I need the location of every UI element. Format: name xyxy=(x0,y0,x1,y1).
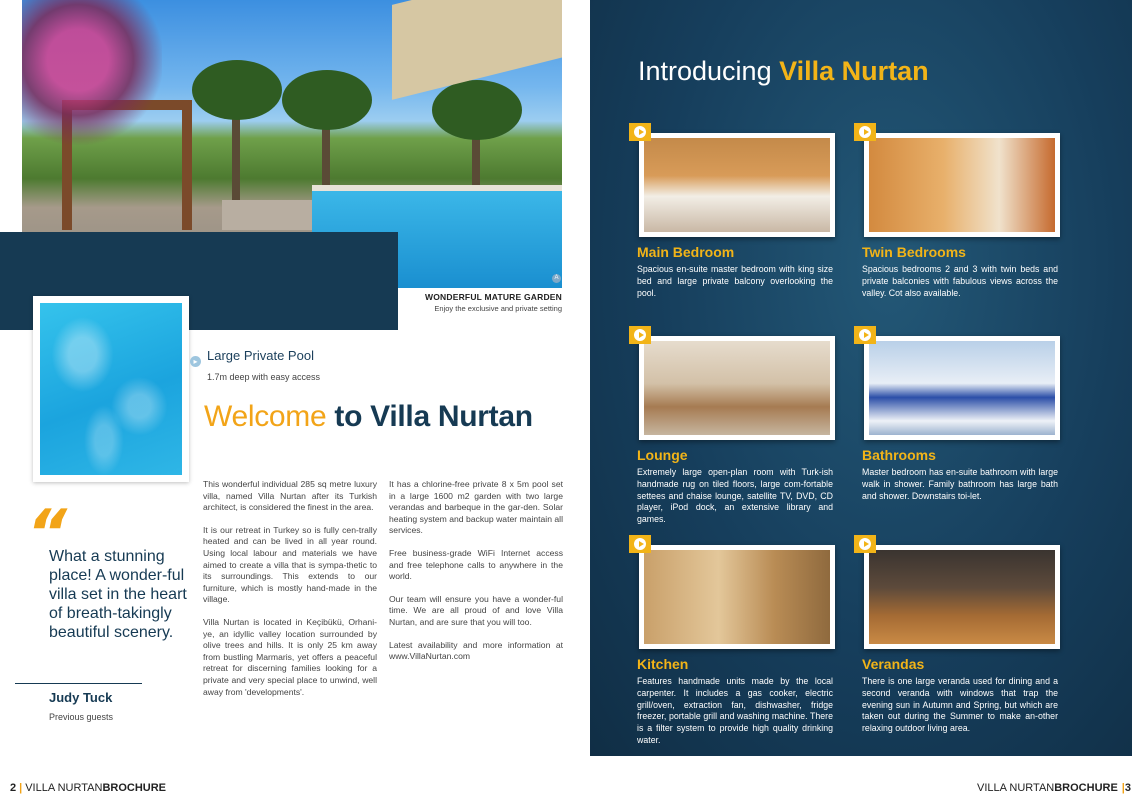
twin-bedrooms-photo xyxy=(864,133,1060,237)
lounge-photo xyxy=(639,336,835,440)
kitchen-photo xyxy=(639,545,835,649)
room-title: Twin Bedrooms xyxy=(862,244,966,260)
room-description: Master bedroom has en-suite bathroom with large walk in shower. Family bathroom has large bath and shower. Downstairs toi-let. xyxy=(862,467,1058,501)
bathrooms-photo xyxy=(864,336,1060,440)
paragraph: Villa Nurtan is located in Keçibükü, Orhani-ye, an idyllic valley location surrounded by olive trees and hills. It is only 25 km away from bustling Marmaris, yet offers a peaceful retreat for discerning families looking for a private and very special place to unwind, well away from 'developments'. xyxy=(203,616,377,697)
paragraph: Latest availability and more information at www.VillaNurtan.com xyxy=(389,639,563,662)
play-icon[interactable] xyxy=(629,326,651,344)
footer-name: VILLA NURTAN xyxy=(977,782,1055,794)
room-description: Features handmade units made by the local carpenter. It includes a gas cooker, electric grill/oven, extraction fan, dishwasher, fridge freezer, portable grill and washing machine. There is a filter system to provide high quality drinking water. xyxy=(637,676,833,745)
room-description: Extremely large open-plan room with Turk-ish handmade rug on tiled floors, large com-fortable settees and chaise lounge, satellite TV, DVD, CD player, iPod dock, an extensive library and games. xyxy=(637,467,833,525)
caption-marker: A xyxy=(552,274,561,283)
paragraph: Our team will ensure you have a wonder-ful time. We are all proud of and love Villa Nurtan, and are sure that you will too. xyxy=(389,593,563,627)
play-icon[interactable] xyxy=(629,535,651,553)
testimonial-author: Judy Tuck xyxy=(49,690,113,705)
photo-caption xyxy=(380,292,562,313)
play-icon[interactable] xyxy=(854,123,876,141)
footer-brochure: BROCHURE xyxy=(1054,782,1118,794)
room-description: Spacious en-suite master bedroom with king size bed and large private balcony overlooking the pool. xyxy=(637,264,833,298)
play-icon[interactable] xyxy=(854,326,876,344)
intro-heading-part2: Villa Nurtan xyxy=(779,56,929,86)
room-description: There is one large veranda used for dining and a second veranda with windows that trap the evening sun in Autumn and Spring, but which are taken out during the Summer to make an-other relaxing outdoor living area. xyxy=(862,676,1058,734)
body-column-1 xyxy=(203,479,377,709)
paragraph: This wonderful individual 285 sq metre luxury villa, named Villa Nurtan after its Turkish architect, is considered the finest in the area. xyxy=(203,479,377,513)
pool-subtitle: 1.7m deep with easy access xyxy=(207,372,321,382)
paragraph: It has a chlorine-free private 8 x 5m pool set in a large 1600 m2 garden with two large verandas and barbeque in the gar-den. Solar heating system and backup water maintain all services. xyxy=(389,479,563,536)
room-title: Main Bedroom xyxy=(637,244,735,260)
right-page xyxy=(590,0,1132,756)
main-bedroom-photo xyxy=(639,133,835,237)
footer-brochure: BROCHURE xyxy=(102,782,166,794)
room-title: Bathrooms xyxy=(862,447,936,463)
testimonial-role: Previous guests xyxy=(49,712,114,722)
room-description: Spacious bedrooms 2 and 3 with twin beds and private balconies with fabulous views across the valley. Cot also available. xyxy=(862,264,1058,298)
quote-mark-icon: “ xyxy=(18,497,68,571)
paragraph: It is our retreat in Turkey so is fully cen-trally heated and can be lived in all year round. Using local labour and materials we have aimed to create a villa that is sympa-thetic to its surroundings. This extends to our furniture, which is mostly hand-made in the village. xyxy=(203,524,377,605)
paragraph: Free business-grade WiFi Internet access and free telephone calls to anywhere in the world. xyxy=(389,547,563,582)
arrow-icon: ▸ xyxy=(190,356,201,367)
room-title: Verandas xyxy=(862,656,925,672)
verandas-photo xyxy=(864,545,1060,649)
welcome-heading-part2: to Villa Nurtan xyxy=(326,400,533,433)
room-title: Kitchen xyxy=(637,656,689,672)
page-footer-right: VILLA NURTANBROCHURE |3 xyxy=(977,782,1131,794)
body-column-2 xyxy=(389,479,563,674)
page-number: 2 xyxy=(10,782,17,794)
testimonial-quote: What a stunning place! A wonder-ful villa set in the heart of breath-takingly beautiful scenery. xyxy=(49,548,187,641)
caption-title: WONDERFUL MATURE GARDEN xyxy=(425,292,562,302)
page-footer-left: 2 | VILLA NURTANBROCHURE xyxy=(10,782,166,794)
pool-water-photo xyxy=(33,296,189,482)
footer-name: VILLA NURTAN xyxy=(25,782,103,794)
play-icon[interactable] xyxy=(629,123,651,141)
pool-title: Large Private Pool xyxy=(207,348,314,363)
welcome-heading xyxy=(204,400,533,434)
page-number: 3 xyxy=(1124,782,1131,794)
caption-subtitle: Enjoy the exclusive and private setting xyxy=(434,304,562,313)
intro-heading-part1: Introducing xyxy=(638,56,780,86)
divider xyxy=(15,683,142,684)
welcome-heading-part1: Welcome xyxy=(204,400,327,433)
intro-heading xyxy=(638,56,929,87)
room-title: Lounge xyxy=(637,447,688,463)
play-icon[interactable] xyxy=(854,535,876,553)
